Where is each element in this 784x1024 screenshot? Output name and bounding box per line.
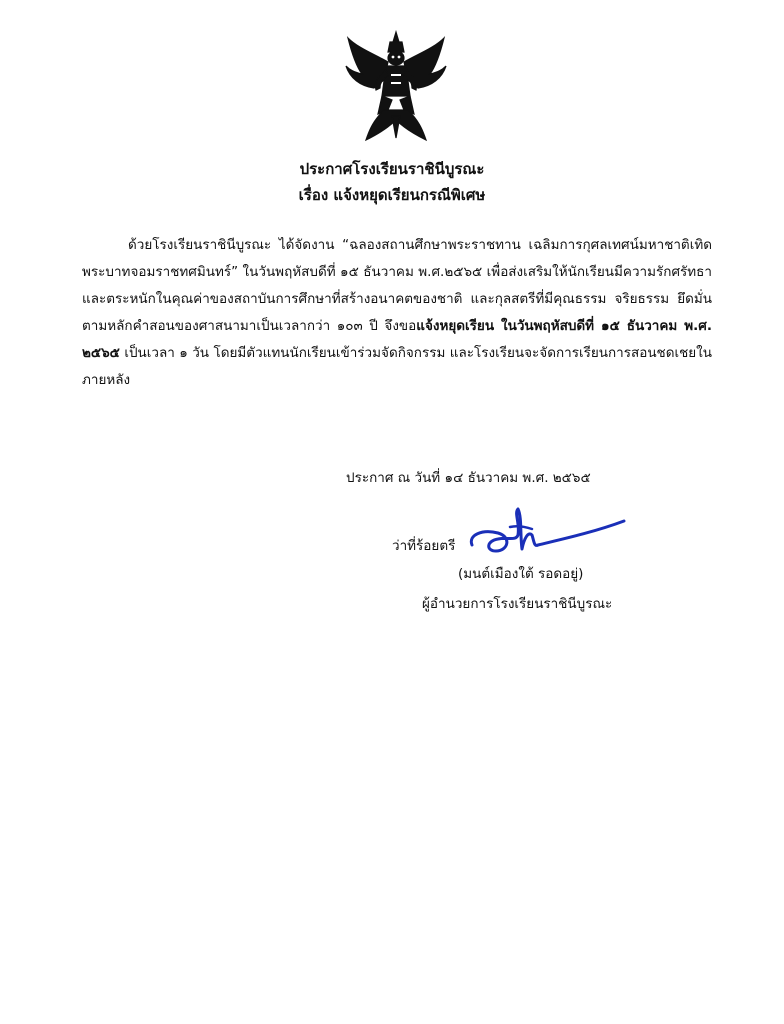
- signer-rank: ว่าที่ร้อยตรี: [392, 538, 456, 554]
- signer-name: (มนต์เมืองใต้ รอดอยู่): [458, 566, 584, 582]
- garuda-emblem-icon: [344, 30, 448, 142]
- body-text-part2: เป็นเวลา ๑ วัน โดยมีตัวแทนนักเรียนเข้าร่วมจัดกิจกรรม และโรงเรียนจะจัดการเรียนการสอนชดเชยในภายหลัง: [82, 345, 712, 388]
- body-text-part1: ด้วยโรงเรียนราชินีบูรณะ ได้จัดงาน “ฉลองสถานศึกษาพระราชทาน เฉลิมการกุศลเทศน์มหาชาติเทิดพระบาทจอมราชทศมินทร์” ในวันพฤหัสบดีที่ ๑๕ ธันวาคม พ.ศ.๒๕๖๕ เพื่อส่งเสริมให้นักเรียนมีความรักศรัทธาและตระหนักในคุณค่าของสถาบันการศึกษาที่สร้างอนาคตของชาติ และกุลสตรีที่มีคุณธรรม จริยธรรม ยึดมั่นตามหลักคำสอนของศาสนามาเป็นเวลากว่า ๑๐๓ ปี จึงขอ: [82, 237, 712, 334]
- announce-date: ประกาศ ณ วันที่ ๑๔ ธันวาคม พ.ศ. ๒๕๖๕: [346, 470, 591, 486]
- subject-line: เรื่อง แจ้งหยุดเรียนกรณีพิเศษ: [298, 186, 486, 204]
- announcement-body: [82, 232, 712, 394]
- page-title: ประกาศโรงเรียนราชินีบูรณะ: [299, 160, 485, 178]
- signer-position: ผู้อำนวยการโรงเรียนราชินีบูรณะ: [422, 596, 613, 612]
- signature-image: [462, 505, 632, 565]
- body-text-bold: แจ้งหยุดเรียน ในวันพฤหัสบดีที่ ๑๕ ธันวาคม พ.ศ. ๒๕๖๕: [82, 318, 712, 361]
